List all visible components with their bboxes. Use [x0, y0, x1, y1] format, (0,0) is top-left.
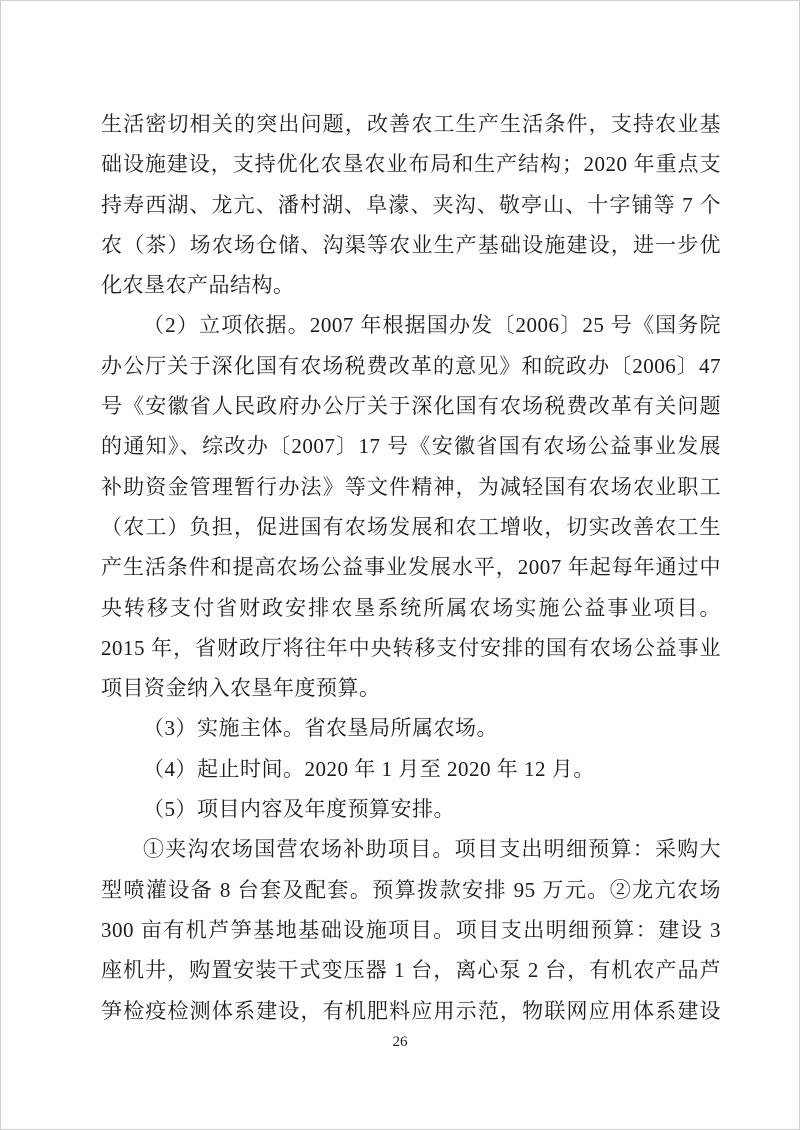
text-line: 号《安徽省人民政府办公厅关于深化国有农场税费改革有关问题: [101, 394, 721, 419]
text-line: 2015 年，省财政厅将往年中央转移支付安排的国有农场公益事业: [101, 635, 721, 660]
text-line: 生活密切相关的突出问题，改善农工生产生活条件，支持农业基: [101, 112, 721, 136]
text-line: 型喷灌设备 8 台套及配套。预算拨款安排 95 万元。②龙亢农场: [101, 877, 721, 902]
text-line: 办公厅关于深化国有农场税费改革的意见》和皖政办〔2006〕47: [101, 353, 721, 378]
paragraph: [101, 104, 721, 305]
text-line: 农（茶）场农场仓储、沟渠等农业生产基础设施建设，进一步优: [101, 232, 721, 257]
paragraph: [101, 789, 721, 829]
text-line: 项目资金纳入农垦年度预算。: [101, 676, 381, 701]
document-body: [101, 104, 721, 1031]
paragraph: [101, 749, 721, 789]
page-footer: [1, 1033, 799, 1051]
text-line: 的通知》、综改办〔2007〕17 号《安徽省国有农场公益事业发展: [101, 434, 721, 459]
text-line: （2）立项依据。2007 年根据国办发〔2006〕25 号《国务院: [143, 313, 721, 338]
text-line: 300 亩有机芦笋基地基础设施项目。项目支出明细预算：建设 3: [101, 917, 721, 942]
text-line: ①夹沟农场国营农场补助项目。项目支出明细预算：采购大: [143, 837, 721, 862]
paragraph: [101, 708, 721, 748]
text-line: （4）起止时间。2020 年 1 月至 2020 年 12 月。: [143, 756, 595, 781]
text-line: 化农垦农产品结构。: [101, 273, 295, 298]
text-line: （农工）负担，促进国有农场发展和农工增收，切实改善农工生: [101, 514, 721, 539]
paragraph: [101, 305, 721, 708]
text-line: （3）实施主体。省农垦局所属农场。: [143, 716, 498, 741]
text-line: 产生活条件和提高农场公益事业发展水平，2007 年起每年通过中: [101, 555, 721, 580]
text-line: （5）项目内容及年度预算安排。: [143, 797, 455, 822]
paragraph: [101, 829, 721, 1030]
page-number: 26: [392, 1034, 408, 1050]
text-line: 持寿西湖、龙亢、潘村湖、阜濛、夹沟、敬亭山、十字铺等 7 个: [101, 192, 721, 217]
text-line: 央转移支付省财政安排农垦系统所属农场实施公益事业项目。: [101, 595, 721, 620]
text-line: 础设施建设，支持优化农垦农业布局和生产结构；2020 年重点支: [101, 152, 721, 177]
text-line: 座机井，购置安装干式变压器 1 台，离心泵 2 台，有机农产品芦: [101, 958, 721, 983]
text-line: 补助资金管理暂行办法》等文件精神，为减轻国有农场农业职工: [101, 474, 721, 499]
text-line: 笋检疫检测体系建设，有机肥料应用示范，物联网应用体系建设: [101, 998, 721, 1023]
